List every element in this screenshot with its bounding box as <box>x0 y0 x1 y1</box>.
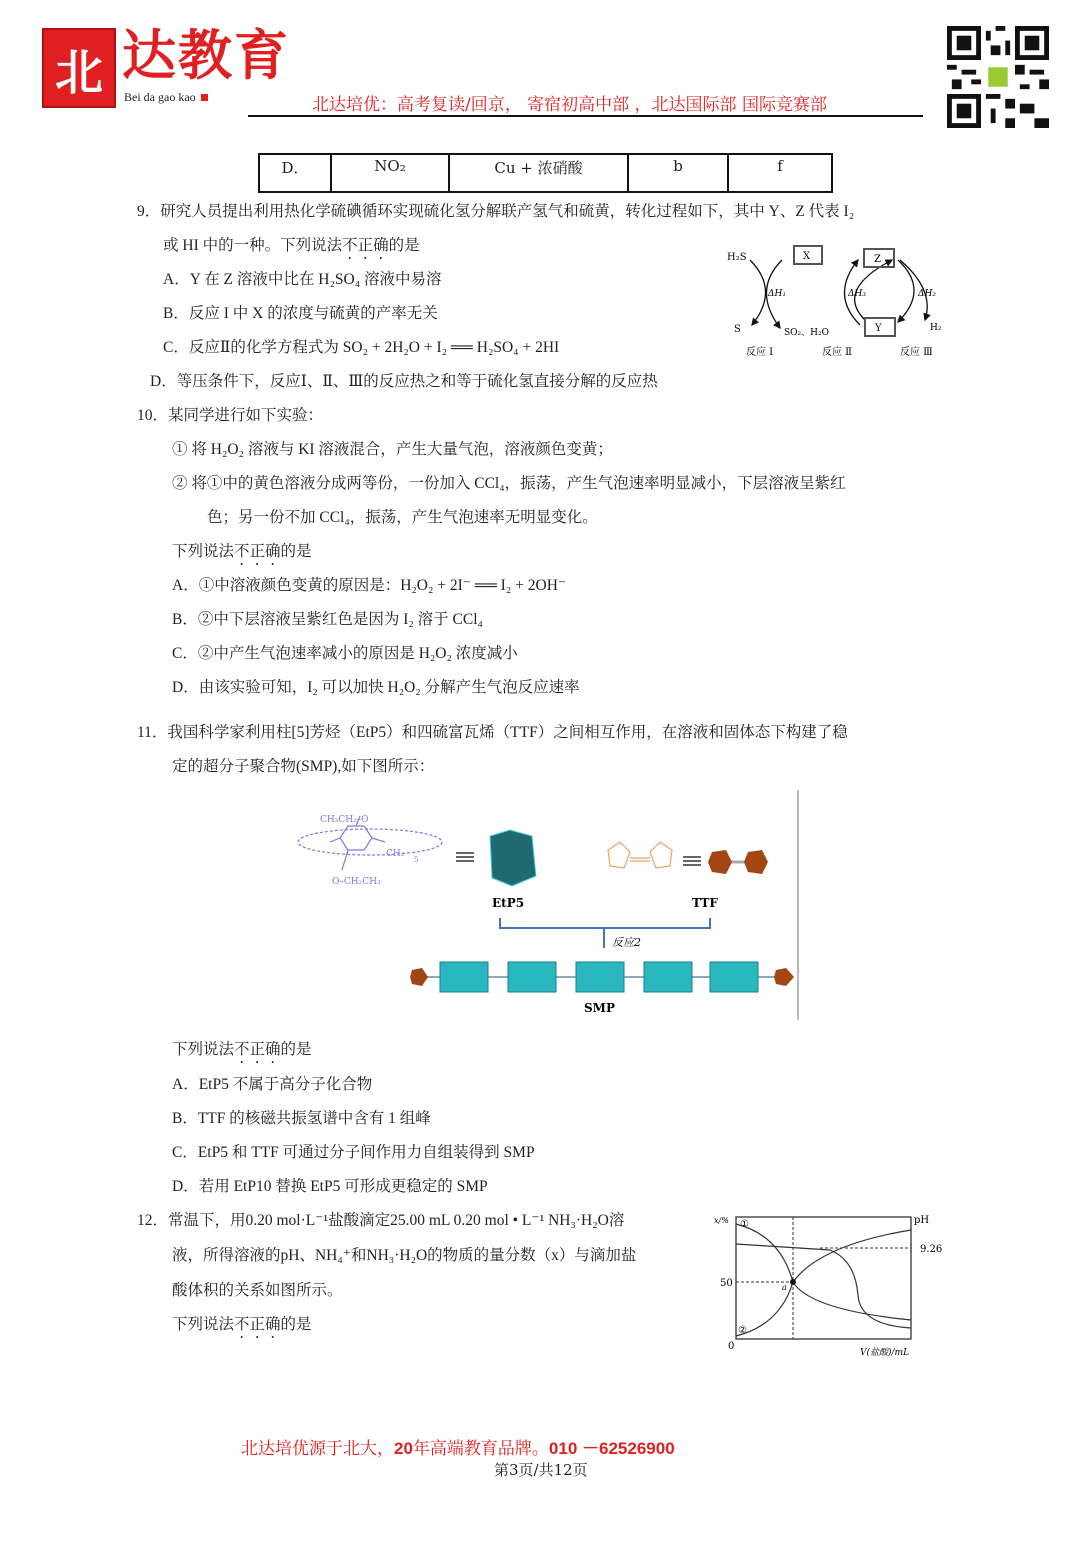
q10-step-2-cont: 色；另一份不加 CCl₄，振荡，产生气泡速率无明显变化。 <box>207 509 598 526</box>
logo-subtitle <box>124 90 208 105</box>
q10-step-2: ② 将①中的黄色溶液分成两等份，一份加入 CCl₄，振荡，产生气泡速率明显减小，下层溶液呈紫红 <box>172 475 846 492</box>
emphasis-text: 不正确 <box>342 237 389 254</box>
label-dh2: ΔH₂ <box>918 289 936 299</box>
x-axis-label: V(盐酸)/mL <box>860 1348 910 1358</box>
top-group-label: CH₃CH₂–O <box>320 815 369 825</box>
table-cell: Cu + 浓硝酸 <box>449 154 628 192</box>
point-a-label: a <box>782 1283 787 1292</box>
label-y: Y <box>875 323 882 334</box>
y2-axis-label: pH <box>914 1215 930 1226</box>
label-reaction-1: 反应 Ⅰ <box>746 347 774 358</box>
text: 的是 <box>280 543 312 560</box>
q9-option-c: C．反应Ⅱ的化学方程式为 SO₂ + 2H₂O + I₂ ══ H₂SO₄ + 2HI <box>163 339 560 356</box>
point-a <box>790 1279 796 1285</box>
text: 的是 <box>280 1316 312 1333</box>
q10-question <box>172 542 312 569</box>
q12-stem-3: 酸体积的关系如图所示。 <box>172 1282 343 1299</box>
text: 的是 <box>388 237 420 254</box>
phone-number: 010 －62526900 <box>548 1439 675 1458</box>
repeat-n-label: 5 <box>414 856 419 864</box>
origin-label: 0 <box>728 1341 735 1352</box>
q9-stem: 9．研究人员提出利用热化学硫碘循环实现硫化氢分解联产氢气和硫黄，转化过程如下，其中 Y、Z 代表 I₂ <box>137 203 855 220</box>
q12-question <box>172 1315 312 1342</box>
y-tick-50: 50 <box>720 1278 733 1289</box>
answer-table-row-d <box>258 153 833 193</box>
text: 下列说法 <box>172 543 235 560</box>
y-axis-label: x/% <box>714 1216 729 1225</box>
curve-2-label: ② <box>738 1325 747 1336</box>
footer-slogan <box>241 1434 675 1459</box>
label-so2-h2o: SO₂、H₂O <box>784 328 829 338</box>
etp5-label: EtP5 <box>492 896 525 910</box>
header-divider <box>248 115 923 117</box>
q10-option-c: C．②中产生气泡速率减小的原因是 H₂O₂ 浓度减小 <box>172 645 518 662</box>
q10-option-a: A．①中溶液颜色变黄的原因是：H₂O₂ + 2I⁻ ══ I₂ + 2OH⁻ <box>172 577 567 594</box>
q11-stem: 11．我国科学家利用柱[5]芳烃（EtP5）和四硫富瓦烯（TTF）之间相互作用，在溶液和固体态下构建了稳 <box>137 724 848 741</box>
etp5-barrel-icon <box>490 830 536 886</box>
q12-titration-chart <box>700 1205 950 1365</box>
q11-question <box>172 1040 312 1067</box>
label-h2s: H₂S <box>727 252 747 263</box>
label-dh1: ΔH₁ <box>768 289 786 299</box>
logo-subtitle-text: Bei da gao kao <box>124 90 196 104</box>
q12-stem-2: 液，所得溶液的pH、NH₄⁺和NH₃·H₂O的物质的量分数（x）与滴加盐 <box>172 1247 637 1264</box>
label-dh3: ΔH₃ <box>848 289 866 299</box>
qr-code-icon <box>947 26 1049 128</box>
side-group-label: CH₂ <box>386 849 405 859</box>
bottom-group-label: O–CH₂CH₃ <box>332 877 381 887</box>
q11-option-b: B．TTF 的核磁共振氢谱中含有 1 组峰 <box>172 1110 431 1127</box>
label-reaction-2: 反应 Ⅱ <box>822 347 852 358</box>
header-slogan: 北达培优：高考复读/回京， 寄宿初高中部 ，北达国际部 国际竞赛部 <box>312 95 827 115</box>
text: 下列说法 <box>172 1041 235 1058</box>
ph-tick-9-26: 9.26 <box>920 1244 943 1255</box>
table-cell: b <box>628 154 728 192</box>
q9-option-a: A．Y 在 Z 溶液中比在 H₂SO₄ 溶液中易溶 <box>163 271 442 288</box>
logo-icon <box>42 28 116 108</box>
q11-option-c: C．EtP5 和 TTF 可通过分子间作用力自组装得到 SMP <box>172 1144 535 1161</box>
emphasis-text: 不正确 <box>234 1316 281 1333</box>
label-reaction-3: 反应 Ⅲ <box>900 347 933 358</box>
text: 下列说法 <box>172 1316 235 1333</box>
curve-1-label: ① <box>740 1219 749 1230</box>
text: 或 HI 中的一种。下列说法 <box>163 237 343 254</box>
label-z: Z <box>874 254 881 265</box>
q9-option-d: D．等压条件下，反应Ⅰ、Ⅱ、Ⅲ的反应热之和等于硫化氢直接分解的反应热 <box>150 373 658 390</box>
label-x: X <box>803 251 811 262</box>
text: 20 <box>394 1439 413 1458</box>
table-cell: NO₂ <box>331 154 449 192</box>
smp-chain-icon <box>410 962 794 992</box>
smp-label: SMP <box>584 1001 615 1015</box>
text: 年高端教育品牌。 <box>412 1439 549 1459</box>
label-h2: H₂ <box>930 323 942 333</box>
q11-smp-figure <box>290 790 810 1022</box>
emphasis-text: 不正确 <box>234 543 281 560</box>
q10-step-1: ① 将 H₂O₂ 溶液与 KI 溶液混合，产生大量气泡，溶液颜色变黄； <box>172 441 613 458</box>
reaction-2-label: 反应2 <box>612 936 641 949</box>
ttf-model-icon <box>708 850 768 874</box>
q9-cycle-diagram <box>720 240 950 365</box>
logo-char: 北 <box>54 44 103 101</box>
label-s: S <box>734 324 741 335</box>
q9-stem-2 <box>163 236 420 263</box>
q11-option-d: D．若用 EtP10 替换 EtP5 可形成更稳定的 SMP <box>172 1178 488 1195</box>
ttf-structure <box>608 842 672 868</box>
q9-option-b: B．反应 I 中 X 的浓度与硫黄的产率无关 <box>163 305 438 322</box>
emphasis-text: 不正确 <box>234 1041 281 1058</box>
page-number: 第3页/共12页 <box>494 1461 588 1479</box>
q10-option-b: B．②中下层溶液呈紫红色是因为 I₂ 溶于 CCl₄ <box>172 611 483 628</box>
q11-option-a: A．EtP5 不属于高分子化合物 <box>172 1076 373 1093</box>
q12-stem: 12．常温下，用0.20 mol·L⁻¹盐酸滴定25.00 mL 0.20 mol • L⁻¹ NH₃·H₂O溶 <box>137 1212 625 1229</box>
table-cell: f <box>728 154 832 192</box>
q10-stem: 10．某同学进行如下实验： <box>137 407 324 424</box>
logo-text: 达教育 <box>122 23 290 87</box>
q11-stem-2: 定的超分子聚合物(SMP),如下图所示： <box>172 758 435 775</box>
text: 北达培优源于北大， <box>241 1439 394 1459</box>
text: 的是 <box>280 1041 312 1058</box>
table-cell: D． <box>259 154 331 192</box>
q10-option-d: D．由该实验可知，I₂ 可以加快 H₂O₂ 分解产生气泡反应速率 <box>172 679 580 696</box>
ttf-label: TTF <box>692 896 718 910</box>
